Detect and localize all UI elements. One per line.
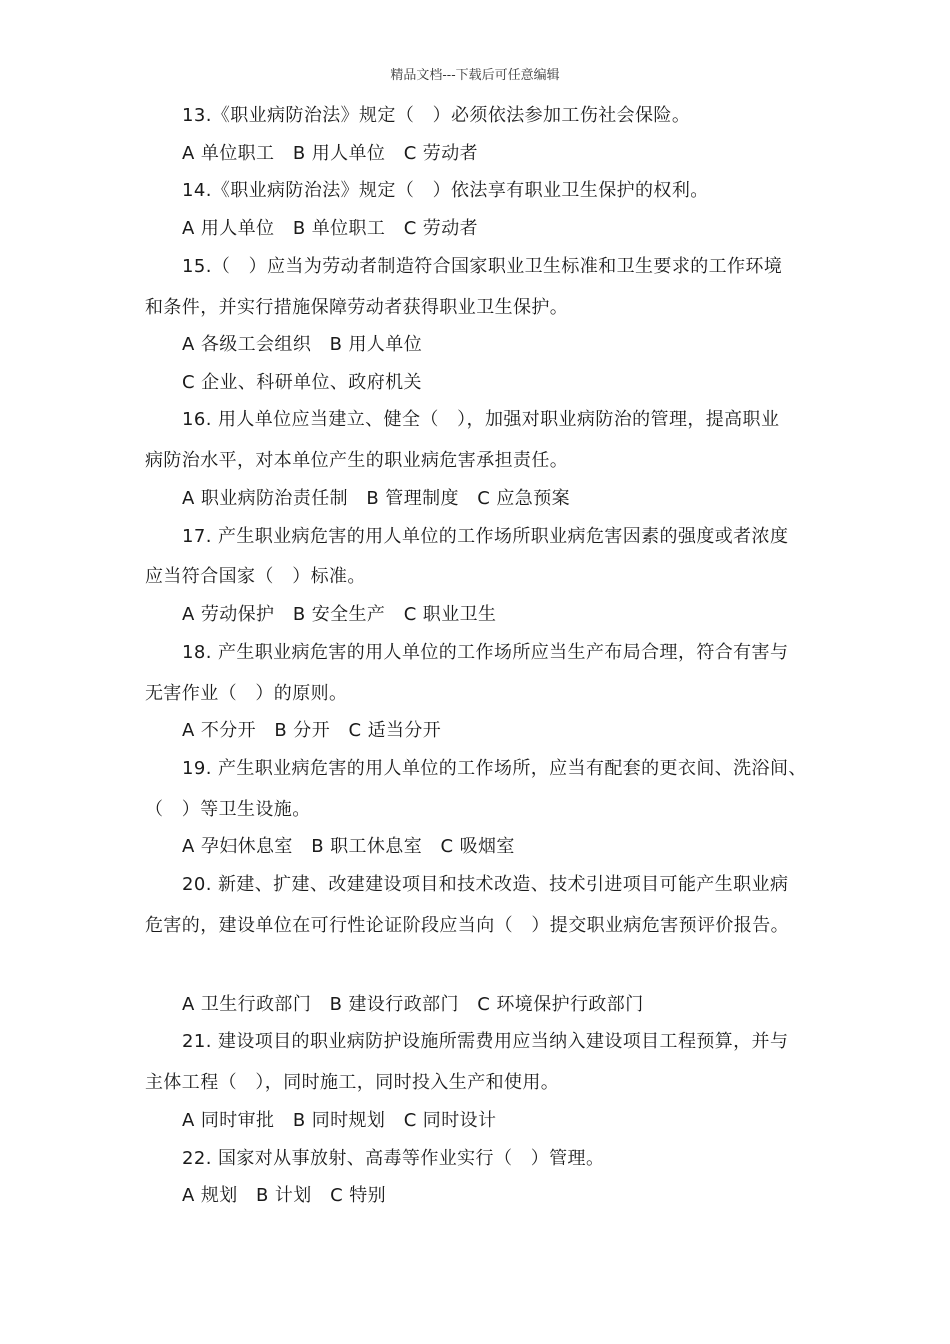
question-14: 14.《职业病防治法》规定（ ）依法享有职业卫生保护的权利。 [182, 180, 709, 201]
options-22: A 规划 B 计划 C 特别 [182, 1185, 386, 1206]
question-21: 21. 建设项目的职业病防护设施所需费用应当纳入建设项目工程预算，并与 [182, 1031, 789, 1052]
question-18-cont: 无害作业（ ）的原则。 [145, 683, 348, 704]
options-14: A 用人单位 B 单位职工 C 劳动者 [182, 218, 478, 239]
options-19: A 孕妇休息室 B 职工休息室 C 吸烟室 [182, 836, 515, 857]
options-20: A 卫生行政部门 B 建设行政部门 C 环境保护行政部门 [182, 994, 644, 1015]
question-22: 22. 国家对从事放射、高毒等作业实行（ ）管理。 [182, 1148, 605, 1169]
page-header: 精品文档---下载后可任意编辑 [390, 68, 560, 83]
question-15: 15.（ ）应当为劳动者制造符合国家职业卫生标准和卫生要求的工作环境 [182, 256, 783, 277]
question-20-cont: 危害的，建设单位在可行性论证阶段应当向（ ）提交职业病危害预评价报告。 [145, 915, 789, 936]
question-19: 19. 产生职业病危害的用人单位的工作场所，应当有配套的更衣间、洗浴间、 [182, 758, 807, 779]
options-15-a: A 各级工会组织 B 用人单位 [182, 334, 423, 355]
options-13: A 单位职工 B 用人单位 C 劳动者 [182, 143, 478, 164]
question-16-cont: 病防治水平，对本单位产生的职业病危害承担责任。 [145, 450, 569, 471]
question-15-cont: 和条件，并实行措施保障劳动者获得职业卫生保护。 [145, 297, 569, 318]
options-16: A 职业病防治责任制 B 管理制度 C 应急预案 [182, 488, 570, 509]
question-17-cont: 应当符合国家（ ）标准。 [145, 566, 366, 587]
question-21-cont: 主体工程（ ），同时施工，同时投入生产和使用。 [145, 1072, 560, 1093]
question-20: 20. 新建、扩建、改建建设项目和技术改造、技术引进项目可能产生职业病 [182, 874, 789, 895]
question-19-cont: （ ）等卫生设施。 [145, 799, 311, 820]
options-17: A 劳动保护 B 安全生产 C 职业卫生 [182, 604, 497, 625]
question-17: 17. 产生职业病危害的用人单位的工作场所职业病危害因素的强度或者浓度 [182, 526, 789, 547]
question-18: 18. 产生职业病危害的用人单位的工作场所应当生产布局合理，符合有害与 [182, 642, 789, 663]
options-21: A 同时审批 B 同时规划 C 同时设计 [182, 1110, 497, 1131]
options-18: A 不分开 B 分开 C 适当分开 [182, 720, 442, 741]
question-16: 16. 用人单位应当建立、健全（ ），加强对职业病防治的管理，提高职业 [182, 409, 780, 430]
options-15-c: C 企业、科研单位、政府机关 [182, 372, 422, 393]
question-13: 13.《职业病防治法》规定（ ）必须依法参加工伤社会保险。 [182, 105, 691, 126]
